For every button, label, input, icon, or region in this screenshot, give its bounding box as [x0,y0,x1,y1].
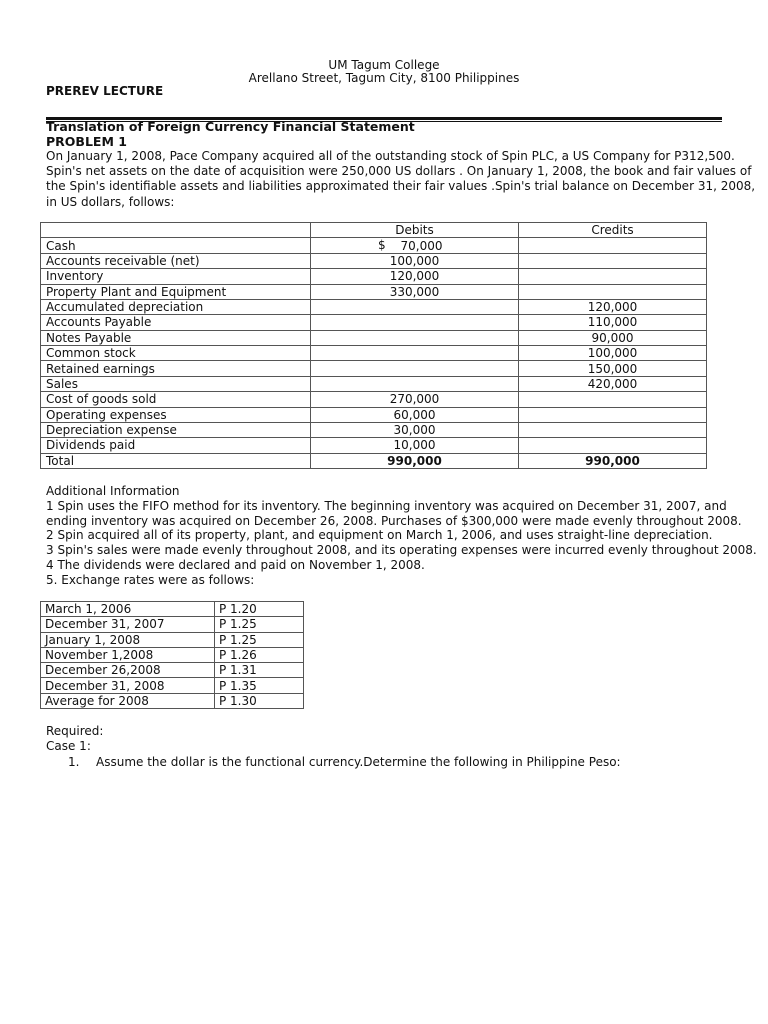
rate-date: December 26,2008 [41,663,215,678]
table-row [41,376,707,391]
additional-info-line: 5. Exchange rates were as follows: [46,572,255,587]
credit-cell [519,238,707,253]
college-name: UM Tagum College [328,58,440,72]
account-cell: Cash [41,238,311,253]
total-credit: 990,000 [519,453,707,468]
debit-value: 70,000 [400,238,443,253]
debit-cell [311,376,519,391]
additional-info-line: 3 Spin's sales were made evenly throughout 2008, and its operating expenses were incurred evenly throughout 2008. [46,543,757,558]
rate-date: Average for 2008 [41,693,215,708]
additional-info-heading: Additional Information [46,484,180,498]
case-label: Case 1: [46,739,91,753]
credit-cell: 150,000 [519,361,707,376]
rate-date: December 31, 2007 [41,617,215,632]
exchange-rate-row [41,632,304,647]
debit-cell: 120,000 [311,269,519,284]
debit-cell [311,299,519,314]
table-row [41,253,707,268]
rate-value: P 1.25 [215,617,304,632]
exchange-rate-row [41,602,304,617]
required-item-text: Assume the dollar is the functional currency.Determine the following in Philippine Peso: [96,755,621,769]
credit-cell: 100,000 [519,346,707,361]
table-row [41,346,707,361]
rate-value: P 1.30 [215,693,304,708]
table-row [41,392,707,407]
table-row [41,315,707,330]
table-header-row [41,223,707,238]
required-section [46,724,103,754]
required-item [46,755,621,769]
rate-date: November 1,2008 [41,647,215,662]
intro-line: in US dollars, follows: [46,194,175,209]
account-cell: Depreciation expense [41,422,311,437]
rate-value: P 1.26 [215,647,304,662]
total-debit: 990,000 [311,453,519,468]
required-label: Required: [46,724,104,738]
trial-balance-table [40,222,707,469]
additional-info-line: 4 The dividends were declared and paid on November 1, 2008. [46,557,425,572]
table-row [41,284,707,299]
table-row [41,330,707,345]
account-cell: Accounts Payable [41,315,311,330]
section-title: Translation of Foreign Currency Financial Statement [46,119,415,134]
intro-line: On January 1, 2008, Pace Company acquired all of the outstanding stock of Spin PLC, a US Company for P312,500. [46,149,735,163]
credits-header: Credits [519,223,707,238]
table-row [41,361,707,376]
problem-title: PROBLEM 1 [46,134,127,149]
problem-intro [46,149,756,210]
rate-date: January 1, 2008 [41,632,215,647]
account-cell: Accounts receivable (net) [41,253,311,268]
additional-info-line: ending inventory was acquired on December 26, 2008. Purchases of $300,000 were made evenly throughout 2008. [46,513,742,528]
intro-line: the Spin's identifiable assets and liabilities approximated their fair values .Spin's trial balance on December 31, 2008, [46,179,756,194]
debit-cell: 270,000 [311,392,519,407]
exchange-rate-row [41,647,304,662]
credit-cell [519,253,707,268]
account-cell: Sales [41,376,311,391]
rate-value: P 1.31 [215,663,304,678]
rate-value: P 1.20 [215,602,304,617]
required-item-number: 1. [68,755,80,769]
table-row [41,238,707,253]
debit-cell: 330,000 [311,284,519,299]
credit-cell [519,392,707,407]
currency-symbol: $ [378,238,386,253]
account-cell: Cost of goods sold [41,392,311,407]
credit-cell [519,407,707,422]
credit-cell: 420,000 [519,376,707,391]
account-header [41,223,311,238]
credit-cell: 120,000 [519,299,707,314]
table-row [41,299,707,314]
account-cell: Notes Payable [41,330,311,345]
exchange-rates-table [40,601,304,709]
additional-info-line: 2 Spin acquired all of its property, plant, and equipment on March 1, 2006, and uses straight-line depreciation. [46,528,713,543]
table-row [41,438,707,453]
debit-cell [311,315,519,330]
account-cell: Common stock [41,346,311,361]
additional-info-line: 1 Spin uses the FIFO method for its inventory. The beginning inventory was acquired on December 31, 2007, and [46,498,727,513]
rate-value: P 1.25 [215,632,304,647]
account-cell: Property Plant and Equipment [41,284,311,299]
table-row [41,269,707,284]
credit-cell [519,284,707,299]
exchange-rate-row [41,693,304,708]
account-cell: Operating expenses [41,407,311,422]
credit-cell [519,422,707,437]
exchange-rate-row [41,678,304,693]
account-cell: Retained earnings [41,361,311,376]
credit-cell: 110,000 [519,315,707,330]
intro-line: Spin's net assets on the date of acquisition were 250,000 US dollars . On January 1, 2008, the book and fair values of [46,164,752,179]
exchange-rate-row [41,663,304,678]
debit-cell: 10,000 [311,438,519,453]
debit-cell [311,361,519,376]
table-row [41,407,707,422]
debit-cell: 100,000 [311,253,519,268]
total-label: Total [41,453,311,468]
total-row [41,453,707,468]
credit-cell [519,438,707,453]
rate-date: March 1, 2006 [41,602,215,617]
rate-value: P 1.35 [215,678,304,693]
debit-cell [311,346,519,361]
lecture-label: PREREV LECTURE [46,84,164,98]
exchange-rate-row [41,617,304,632]
account-cell: Dividends paid [41,438,311,453]
debit-cell [311,238,519,253]
debit-cell: 60,000 [311,407,519,422]
table-row [41,422,707,437]
rate-date: December 31, 2008 [41,678,215,693]
additional-information [46,484,757,588]
account-cell: Accumulated depreciation [41,299,311,314]
account-cell: Inventory [41,269,311,284]
credit-cell [519,269,707,284]
debit-cell [311,330,519,345]
debit-cell: 30,000 [311,422,519,437]
college-address: Arellano Street, Tagum City, 8100 Philippines [248,71,520,85]
debits-header: Debits [311,223,519,238]
credit-cell: 90,000 [519,330,707,345]
